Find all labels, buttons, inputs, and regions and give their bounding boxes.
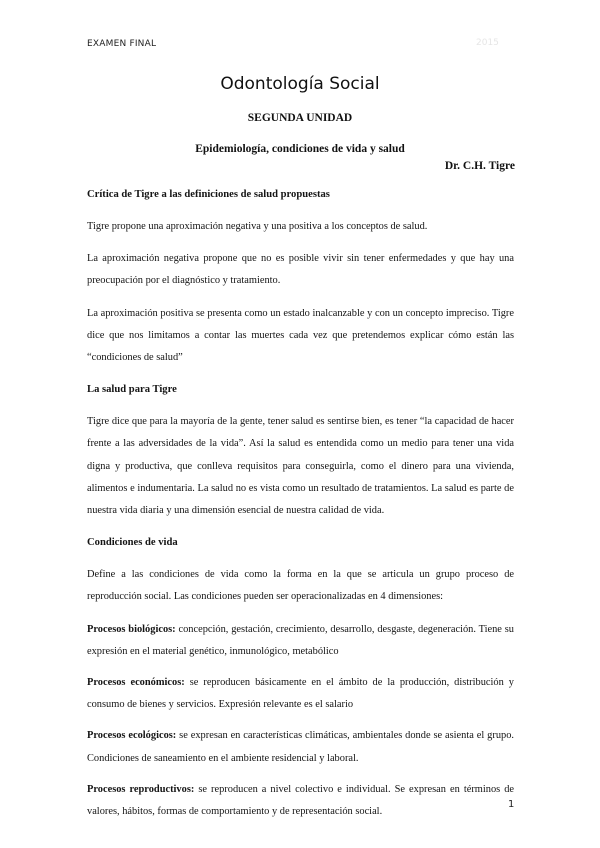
section-heading-critica: Crítica de Tigre a las definiciones de salud propuestas: [87, 189, 330, 200]
paragraph-salud-1: Tigre dice que para la mayoría de la gente, tener salud es sentirse bien, es tener “la capacidad de hacer frente a las adversidades de la vida”. Así la salud es entendida como un medio para tener una vida digna y productiva, que conlleva requisitos para conseguirla, como el dinero para una vivienda, alimentos e indumentaria. La salud no es vista como un resultado de tratamientos. La salud es parte de nuestra vida diaria y una dimensión esencial de nuestra calidad de vida.: [87, 416, 514, 517]
paragraph-critica-2: La aproximación negativa propone que no es posible vivir sin tener enfermedades y que hay una preocupación por el diagnóstico y tratamiento.: [87, 253, 514, 287]
section-heading-salud: La salud para Tigre: [87, 384, 177, 396]
label-procesos-biologicos: Procesos biológicos:: [87, 623, 176, 635]
unit-title: SEGUNDA UNIDAD: [247, 112, 353, 124]
page-number: 1: [508, 799, 515, 810]
document-body: [87, 184, 514, 832]
section-heading-condiciones: Condiciones de vida: [87, 537, 178, 549]
text-procesos-ecologicos: se expresan en características climáticas, ambientales donde se asienta el grupo. Condiciones de saneamiento en el ambiente residencial y laboral.: [87, 730, 514, 764]
label-procesos-ecologicos: Procesos ecológicos:: [87, 730, 177, 742]
page-header-left: EXAMEN FINAL: [87, 39, 157, 49]
paragraph-critica-1: Tigre propone una aproximación negativa y una positiva a los conceptos de salud.: [87, 221, 428, 232]
paragraph-procesos-biologicos: [87, 619, 514, 663]
label-procesos-reproductivos: Procesos reproductivos:: [87, 783, 195, 795]
paragraph-procesos-economicos: [87, 672, 514, 716]
label-procesos-economicos: Procesos económicos:: [87, 677, 185, 689]
paragraph-procesos-ecologicos: [87, 725, 514, 769]
paragraph-condiciones-1: Define a las condiciones de vida como la forma en la que se articula un grupo proceso de reproducción social. Las condiciones pueden ser operacionalizadas en 4 dimensiones:: [87, 569, 514, 603]
paragraph-critica-3: La aproximación positiva se presenta como un estado inalcanzable y con un concepto impreciso. Tigre dice que nos limitamos a contar las muertes cada vez que pretendemos explicar cómo están las “condiciones de salud”: [87, 307, 514, 364]
course-title: Odontología Social: [220, 74, 380, 94]
author-name: Dr. C.H. Tigre: [444, 160, 515, 172]
paragraph-procesos-reproductivos: [87, 779, 514, 823]
text-procesos-biologicos: concepción, gestación, crecimiento, desarrollo, desgaste, degeneración. Tiene su expresión en el material genético, inmunológico, metabólico: [87, 623, 514, 657]
page-header-right: 2015: [476, 38, 499, 48]
text-procesos-reproductivos: se reproducen a nivel colectivo e individual. Se expresan en términos de valores, hábitos, formas de comportamiento y de representación social.: [87, 783, 515, 818]
topic-title: Epidemiología, condiciones de vida y salud: [195, 143, 405, 155]
text-procesos-economicos: se reproducen básicamente en el ámbito de la producción, distribución y consumo de bienes y servicios. Expresión relevante es el salario: [87, 677, 514, 711]
